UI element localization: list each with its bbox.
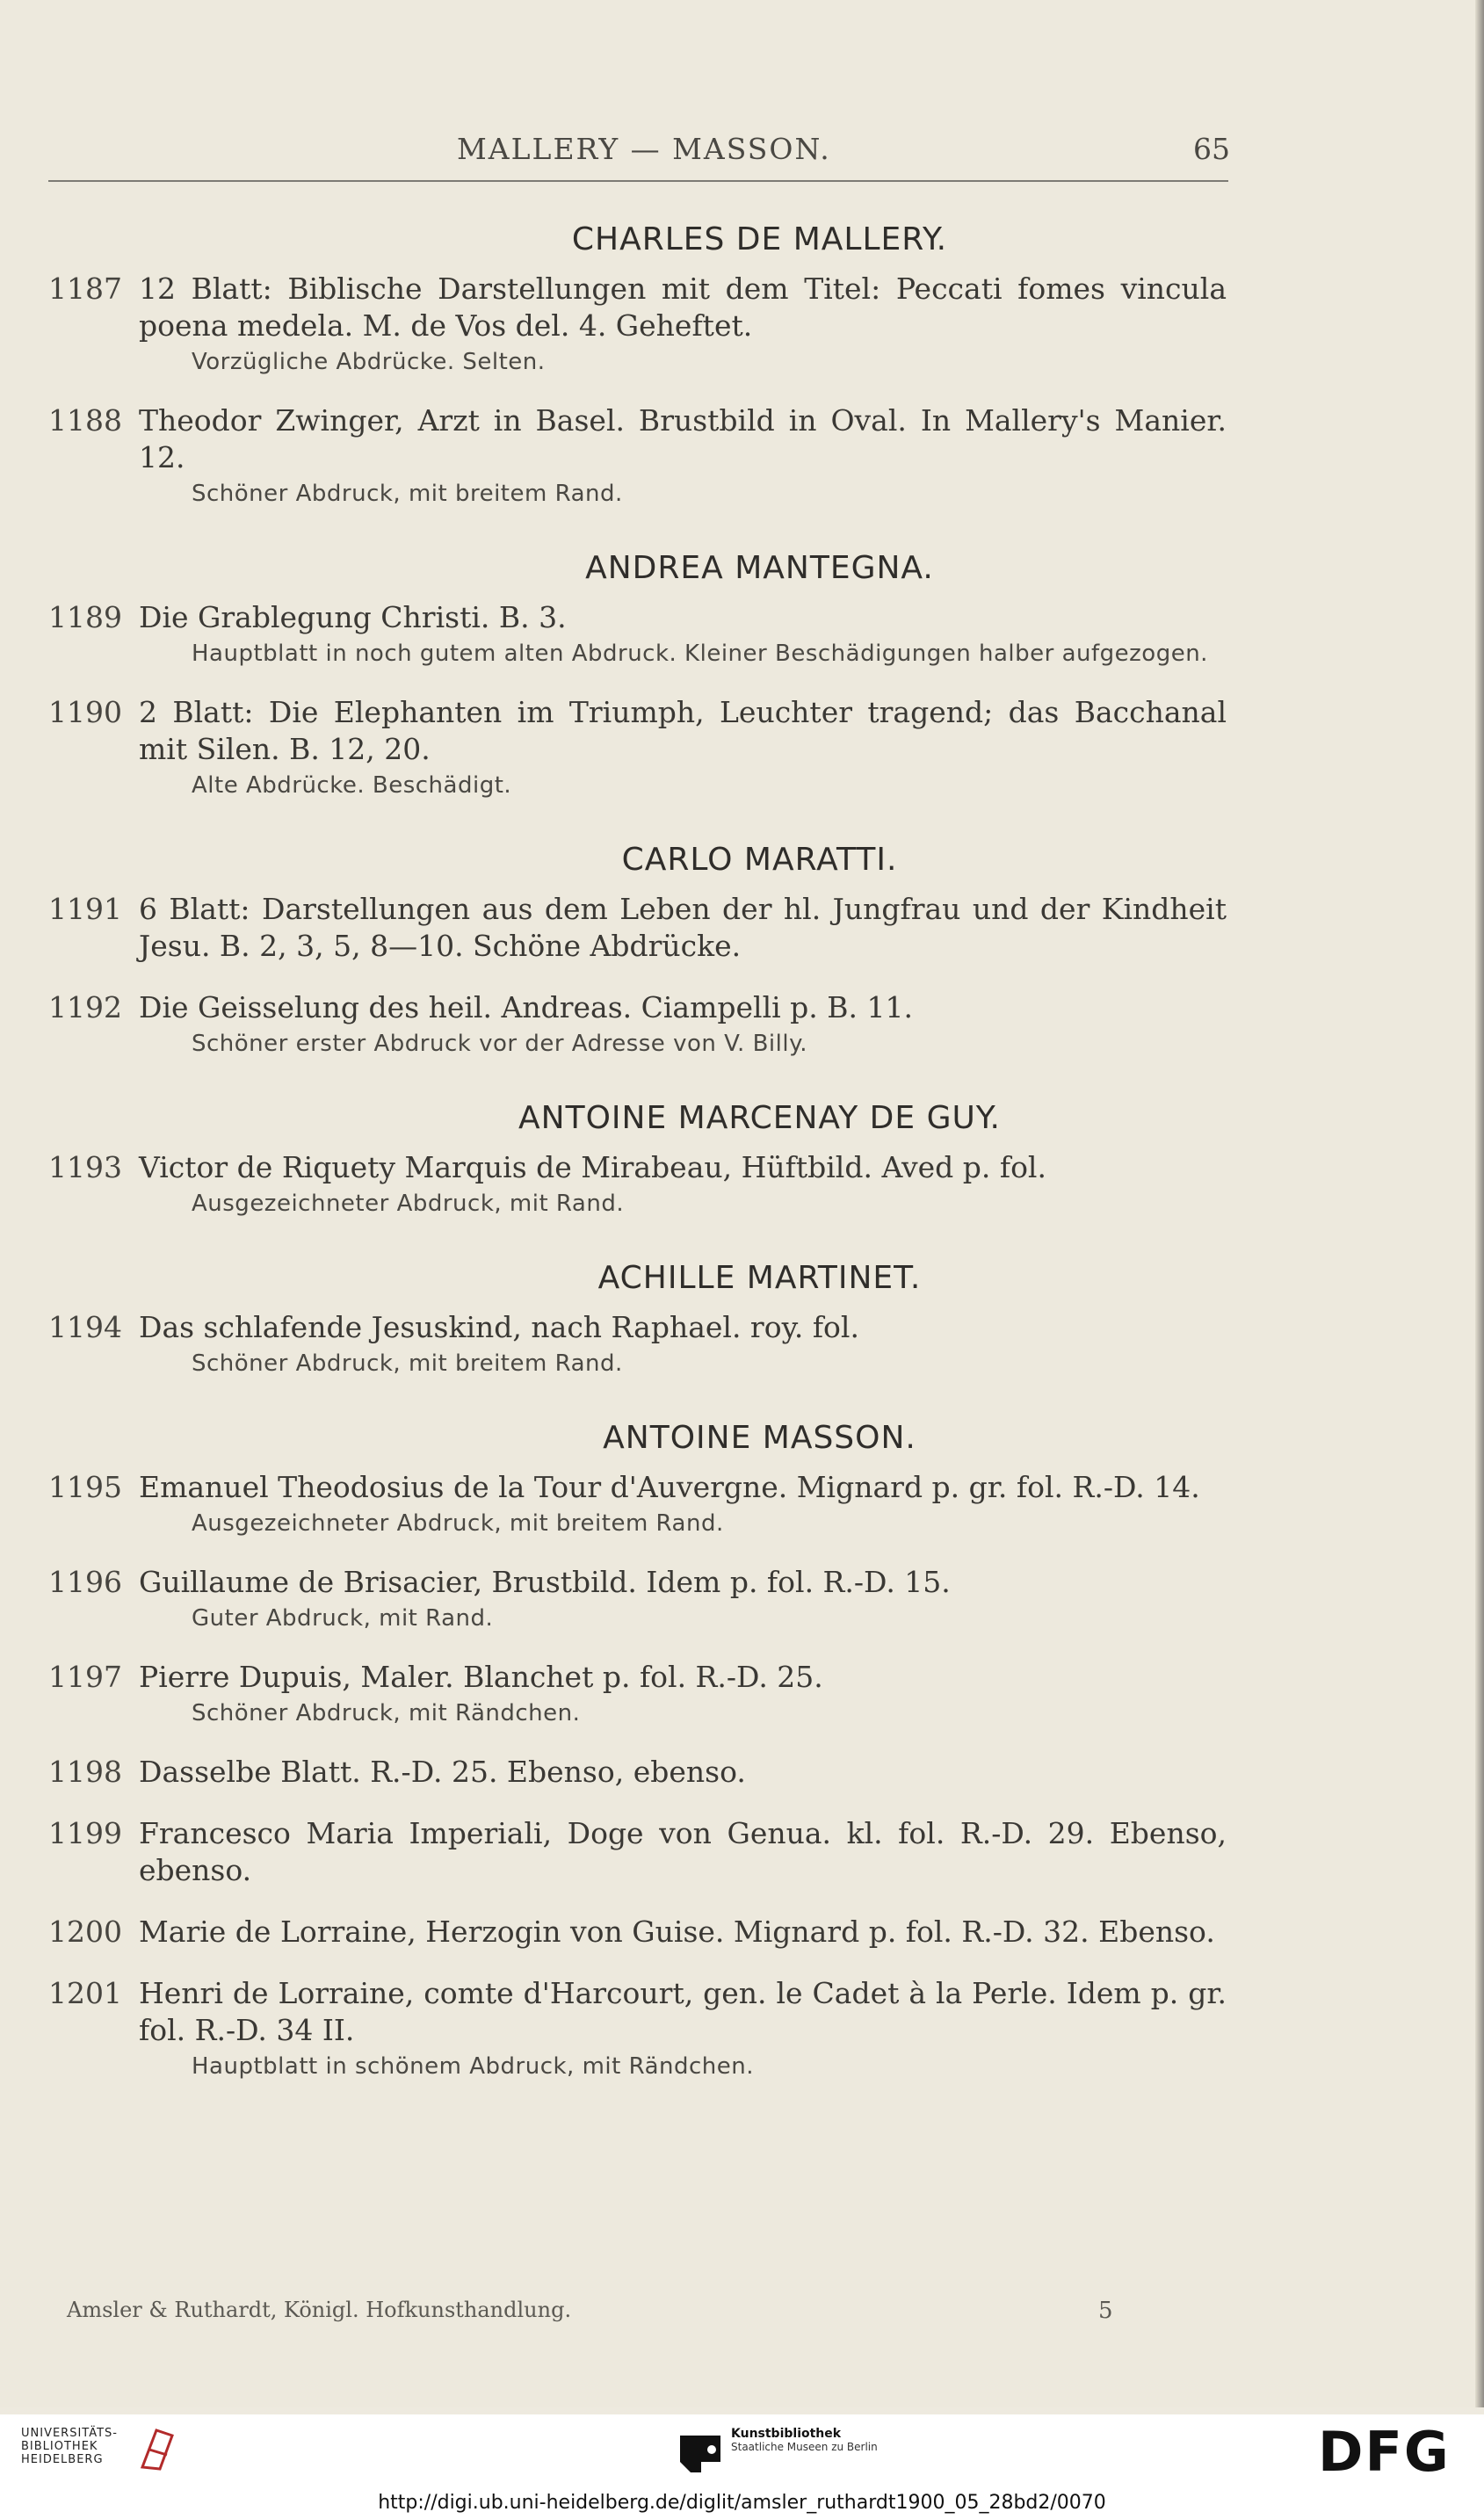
entry-description: Theodor Zwinger, Arzt in Basel. Brustbild in Oval. In Mallery's Manier. 12. [139, 403, 1227, 474]
entry-number: 1193 [48, 1150, 122, 1184]
university-library-label [21, 2427, 118, 2466]
entry-condition-note: Guter Abdruck, mit Rand. [192, 1605, 494, 1632]
entry-number: 1192 [48, 990, 122, 1024]
catalogue-entry [0, 1914, 1484, 1951]
catalogue-entry [0, 1659, 1484, 1729]
university-line: BIBLIOTHEK [21, 2440, 98, 2453]
url-bar [0, 2486, 1484, 2519]
section-heading: CHARLES DE MALLERY. [571, 221, 948, 257]
page-footer [0, 2298, 1484, 2333]
entry-condition-note: Ausgezeichneter Abdruck, mit Rand. [192, 1191, 625, 1217]
kunstbibliothek-logo-icon [678, 2430, 722, 2474]
university-line: UNIVERSITÄTS- [21, 2427, 118, 2440]
sheet-signature: 5 [1098, 2298, 1113, 2324]
kunstbibliothek-subtitle: Staatliche Museen zu Berlin [731, 2441, 878, 2453]
running-head [0, 132, 1484, 167]
entry-condition-note: Vorzügliche Abdrücke. Selten. [192, 349, 546, 375]
university-library-logo-icon [137, 2423, 177, 2474]
entry-number: 1197 [48, 1660, 122, 1694]
entry-number: 1195 [48, 1470, 122, 1504]
entry-condition-note: Hauptblatt in noch gutem alten Abdruck. Kleiner Beschädigungen halber aufgezogen. [192, 641, 1208, 667]
dfg-logo: DFG [1318, 2420, 1451, 2484]
entry-condition-note: Schöner erster Abdruck vor der Adresse von V. Billy. [192, 1031, 808, 1057]
entry-condition-note: Alte Abdrücke. Beschädigt. [192, 772, 512, 799]
entry-description: 6 Blatt: Darstellungen aus dem Leben der hl. Jungfrau und der Kindheit Jesu. B. 2, 3, 5, 8—10. Schöne Abdrücke. [139, 892, 1227, 963]
entry-number: 1196 [48, 1565, 122, 1599]
kunstbibliothek-name: Kunstbibliothek [731, 2427, 842, 2441]
running-head-title: MALLERY — MASSON. [457, 132, 831, 166]
entry-number: 1200 [48, 1915, 122, 1949]
catalogue-entry [0, 1564, 1484, 1634]
catalogue-entry [0, 891, 1484, 965]
catalogue-entry [0, 1309, 1484, 1379]
catalogue-entry [0, 1149, 1484, 1220]
catalogue-entry [0, 1469, 1484, 1539]
entry-number: 1199 [48, 1816, 122, 1850]
entry-description: 12 Blatt: Biblische Darstellungen mit dem Titel: Peccati fomes vincula poena medela. M. de Vos del. 4. Geheftet. [139, 271, 1227, 343]
entry-number: 1191 [48, 892, 122, 926]
section-heading: CARLO MARATTI. [621, 842, 898, 878]
catalogue-content [0, 220, 1484, 2107]
entry-number: 1188 [48, 403, 122, 438]
entry-number: 1187 [48, 271, 122, 306]
entry-number: 1201 [48, 1976, 122, 2010]
entry-description: Guillaume de Brisacier, Brustbild. Idem p. fol. R.-D. 15. [139, 1565, 951, 1599]
entry-description: 2 Blatt: Die Elephanten im Triumph, Leuchter tragend; das Bacchanal mit Silen. B. 12, 20. [139, 695, 1227, 766]
permalink-url[interactable]: http://digi.ub.uni-heidelberg.de/diglit/amsler_ruthardt1900_05_28bd2/0070 [378, 2492, 1106, 2514]
entry-description: Francesco Maria Imperiali, Doge von Genua. kl. fol. R.-D. 29. Ebenso, ebenso. [139, 1816, 1227, 1887]
catalogue-entry [0, 402, 1484, 510]
section-heading: ANTOINE MASSON. [603, 1420, 916, 1456]
page-number: 65 [1193, 132, 1230, 166]
catalogue-entry [0, 1815, 1484, 1889]
entry-description: Das schlafende Jesuskind, nach Raphael. roy. fol. [139, 1310, 859, 1344]
entry-condition-note: Ausgezeichneter Abdruck, mit breitem Rand. [192, 1510, 724, 1537]
entry-number: 1190 [48, 695, 122, 729]
entry-description: Die Geisselung des heil. Andreas. Ciampelli p. B. 11. [139, 990, 913, 1024]
university-line: HEIDELBERG [21, 2453, 104, 2466]
entry-description: Dasselbe Blatt. R.-D. 25. Ebenso, ebenso. [139, 1755, 746, 1789]
entry-number: 1189 [48, 600, 122, 634]
digitization-banner [0, 2414, 1484, 2486]
entry-condition-note: Schöner Abdruck, mit breitem Rand. [192, 1350, 623, 1377]
catalogue-entry [0, 271, 1484, 378]
catalogue-entry [0, 1754, 1484, 1791]
header-rule [48, 180, 1228, 182]
entry-description: Marie de Lorraine, Herzogin von Guise. Mignard p. fol. R.-D. 32. Ebenso. [139, 1915, 1215, 1949]
entry-description: Pierre Dupuis, Maler. Blanchet p. fol. R.-D. 25. [139, 1660, 823, 1694]
entry-number: 1198 [48, 1755, 122, 1789]
entry-description: Henri de Lorraine, comte d'Harcourt, gen. le Cadet à la Perle. Idem p. gr. fol. R.-D. 34 II. [139, 1976, 1227, 2047]
entry-description: Emanuel Theodosius de la Tour d'Auvergne. Mignard p. gr. fol. R.-D. 14. [139, 1470, 1200, 1504]
section-heading: ANDREA MANTEGNA. [585, 550, 934, 586]
entry-description: Victor de Riquety Marquis de Mirabeau, Hüftbild. Aved p. fol. [139, 1150, 1046, 1184]
catalogue-entry [0, 1975, 1484, 2082]
catalogue-entry [0, 599, 1484, 670]
section-heading: ANTOINE MARCENAY DE GUY. [518, 1100, 1001, 1136]
publisher-imprint: Amsler & Ruthardt, Königl. Hofkunsthandlung. [67, 2298, 572, 2322]
entry-description: Die Grablegung Christi. B. 3. [139, 600, 567, 634]
entry-number: 1194 [48, 1310, 122, 1344]
section-heading: ACHILLE MARTINET. [597, 1260, 922, 1296]
catalogue-entry [0, 989, 1484, 1060]
entry-condition-note: Schöner Abdruck, mit Rändchen. [192, 1700, 581, 1726]
catalogue-entry [0, 694, 1484, 801]
entry-condition-note: Schöner Abdruck, mit breitem Rand. [192, 481, 623, 507]
entry-condition-note: Hauptblatt in schönem Abdruck, mit Rändchen. [192, 2053, 755, 2080]
